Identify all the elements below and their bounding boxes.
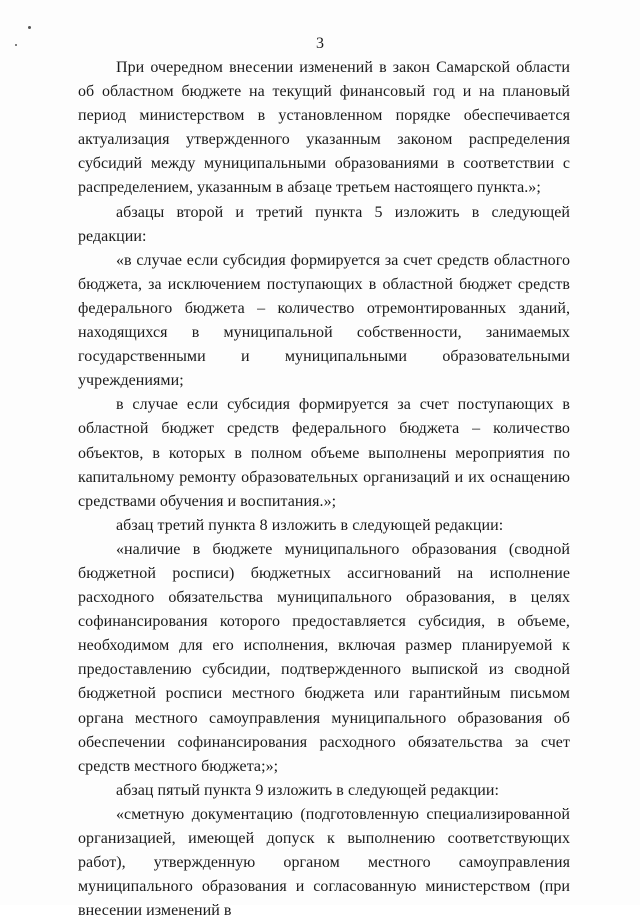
page-number: 3 [316, 35, 324, 52]
paragraph: в случае если субсидия формируется за счет поступающих в областной бюджет средств федерального бюджета – количество объектов, в которых в полном объеме выполнены мероприятия по капитальному ремонту образовательных организаций и их оснащению средствами обучения и воспитания.»; [78, 396, 570, 510]
paragraph: «сметную документацию (подготовленную специализированной организацией, имеющей допуск к выполнению соответствующих работ), утвержденную органом местного самоуправления муниципального образования и согласованную министерством (при внесении изменений в [78, 805, 570, 920]
paragraph: «наличие в бюджете муниципального образования (сводной бюджетной росписи) бюджетных ассигнований на исполнение расходного обязательства муниципального образования, в целях софинансирования которого предоставляется субсидия, в объеме, необходимом для его исполнения, включая размер планируемой к предоставлению субсидии, подтвержденного выпиской из сводной бюджетной росписи местного бюджета или гарантийным письмом органа местного самоуправления муниципального образования об обеспечении софинансирования расходного обязательства за счет средств местного бюджета;»; [78, 540, 570, 775]
paragraph: абзацы второй и третий пункта 5 изложить в следующей редакции: [78, 203, 570, 245]
document-body [78, 56, 570, 923]
scan-speck [28, 26, 31, 29]
paragraph: абзац третий пункта 8 изложить в следующей редакции: [116, 516, 504, 534]
paragraph: «в случае если субсидия формируется за счет средств областного бюджета, за исключением поступающих в областной бюджет средств федерального бюджета – количество отремонтированных зданий, находящихся в муниципальной собственности, занимаемых государственными и муниципальными образовательными учреждениями; [78, 251, 570, 390]
paragraph: При очередном внесении изменений в закон Самарской области об областном бюджете на текущий финансовый год и на плановый период министерством в установленном порядке обеспечивается актуализация утвержденного указанным законом распределения субсидий между муниципальными образованиями в соответствии с распределением, указанным в абзаце третьем настоящего пункта.»; [78, 59, 570, 197]
paragraph: абзац пятый пункта 9 изложить в следующей редакции: [116, 781, 500, 799]
